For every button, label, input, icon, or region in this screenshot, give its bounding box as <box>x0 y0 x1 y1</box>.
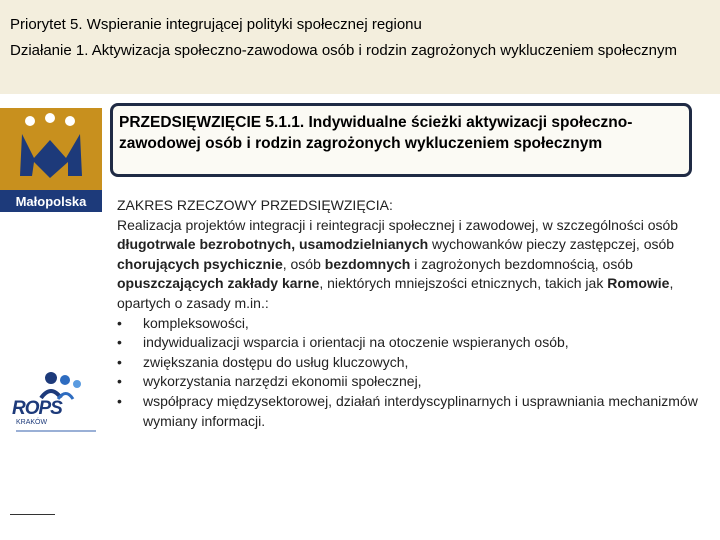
para-text: , osób <box>282 255 325 272</box>
rops-logo <box>3 368 98 438</box>
bullet-item <box>117 333 707 353</box>
bullet-item <box>117 392 707 431</box>
para-bold: Romowie <box>607 275 670 292</box>
bullet-text: indywidualizacji wsparcia i orientacji na otoczenie wspieranych osób, <box>143 334 569 351</box>
bullet-item <box>117 314 707 334</box>
para-text: i zagrożonych bezdomnością, osób <box>410 255 633 272</box>
scope-heading: ZAKRES RZECZOWY PRZEDSIĘWZIĘCIA: <box>117 197 393 213</box>
para-text: , opartych o zasady m.in.: <box>117 275 674 311</box>
para-text: wychowanków pieczy zastępczej, osób <box>428 236 675 253</box>
rops-wordmark: ROPS <box>12 398 62 419</box>
rops-city: KRAKÓW <box>16 419 48 426</box>
bullet-marker: • <box>117 314 122 331</box>
bullet-text: kompleksowości, <box>143 314 249 331</box>
rops-figures-icon <box>3 368 98 402</box>
body-text <box>117 196 707 431</box>
bullet-marker: • <box>117 373 122 390</box>
action-line: Działanie 1. Aktywizacja społeczno-zawodowa osób i rodzin zagrożonych wykluczeniem społecznym <box>10 42 677 59</box>
malopolska-emblem-icon <box>0 108 102 190</box>
header-band <box>0 0 720 94</box>
bullet-item <box>117 372 707 392</box>
title-text: PRZEDSIĘWZIĘCIE 5.1.1. Indywidualne ścieżki aktywizacji społeczno-zawodowej osób i rodzin zagrożonych wykluczeniem społecznym <box>119 114 633 152</box>
bullet-text: zwiększania dostępu do usług kluczowych, <box>143 353 409 370</box>
malopolska-label: Małopolska <box>15 194 87 209</box>
para-bold: opuszczających zakłady karne <box>117 275 320 292</box>
priority-line: Priorytet 5. Wspieranie integrującej polityki społecznej regionu <box>10 16 422 33</box>
header-text <box>10 12 710 64</box>
scope-paragraph <box>117 216 707 314</box>
title-box <box>110 103 692 177</box>
bullet-marker: • <box>117 353 122 370</box>
bullet-text: współpracy międzysektorowej, działań interdyscyplinarnych i usprawniania mechanizmów wymiany informacji. <box>143 392 698 429</box>
bullet-item <box>117 353 707 373</box>
para-bold: chorujących psychicznie <box>117 255 283 272</box>
bullet-marker: • <box>117 334 122 351</box>
bullet-text: wykorzystania narzędzi ekonomii społecznej, <box>143 373 422 390</box>
para-bold: długotrwale bezrobotnych, usamodzielnianych <box>117 236 429 253</box>
footer-divider <box>10 514 55 515</box>
bullet-marker: • <box>117 392 122 409</box>
malopolska-logo <box>0 108 102 212</box>
para-bold: bezdomnych <box>324 255 411 272</box>
para-text: , niektórych mniejszości etnicznych, takich jak <box>319 275 608 292</box>
rops-underline <box>16 430 96 432</box>
para-text: Realizacja projektów integracji i reintegracji społecznej i zawodowej, w szczególności osób <box>117 216 679 233</box>
